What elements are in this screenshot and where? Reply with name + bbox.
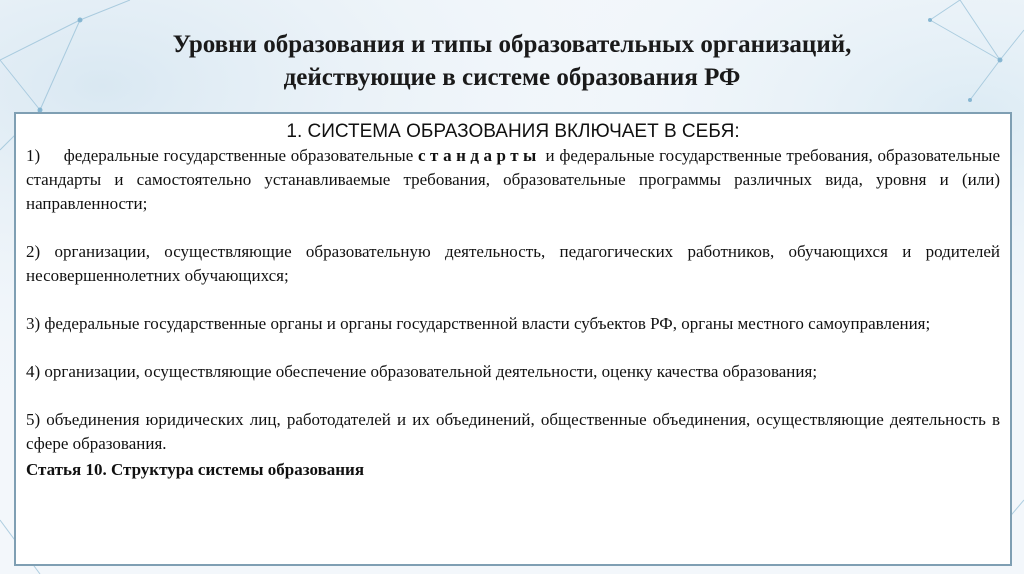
slide-title-line-2: действующие в системе образования РФ [283, 64, 741, 91]
list-item-4: 4) организации, осуществляющие обеспечение образовательной деятельности, оценку качества образования; [26, 362, 818, 381]
list-item-1 [26, 144, 1000, 216]
list-item-1-number: 1) [26, 146, 41, 165]
section-heading-colon: : [734, 121, 740, 142]
list-item-2: 2) организации, осуществляющие образовательную деятельность, педагогических работников, обучающихся и родителей несовершеннолетних обучающихся; [26, 242, 1000, 285]
list-item-3: 3) федеральные государственные органы и органы государственной власти субъектов РФ, органы местного самоуправления; [26, 314, 931, 333]
section-heading-text: СИСТЕМА ОБРАЗОВАНИЯ ВКЛЮЧАЕТ В СЕБЯ [307, 121, 735, 142]
section-heading [26, 120, 1000, 144]
list-item-1-text-end: и федеральные государственные требования, образовательные стандарты и самостоятельно устанавливаемые требования, образовательные программы различных вида, уровня и (или) направленности; [26, 146, 1001, 213]
list-item-5: 5) объединения юридических лиц, работодателей и их объединений, общественные объединения, осуществляющие деятельность в сфере образования. [26, 410, 1000, 453]
content-panel [14, 112, 1012, 566]
list-item-1-text-start: федеральные государственные образовательные [63, 146, 414, 165]
article-reference: Статья 10. Структура системы образования [26, 460, 365, 479]
section-heading-number: 1. [286, 121, 303, 142]
slide-title-line-1: Уровни образования и типы образовательных организаций, [172, 31, 852, 58]
list-item-1-emphasis: стандарты [417, 146, 541, 165]
slide-title [60, 28, 964, 94]
